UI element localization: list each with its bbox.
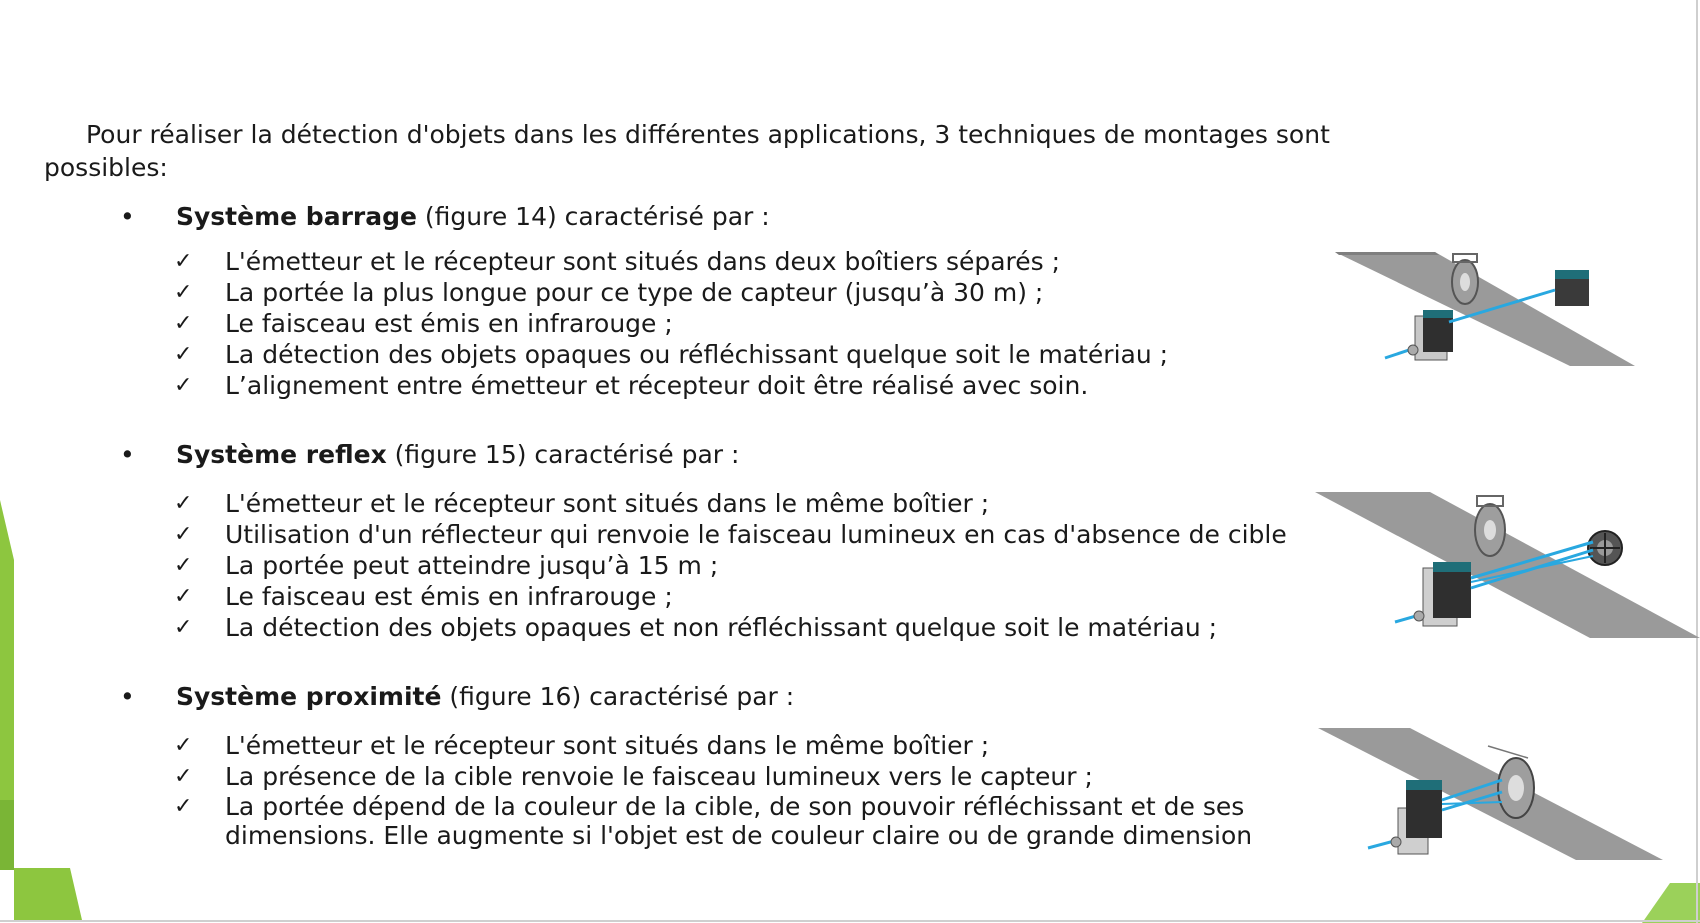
section-title-bold: Système barrage <box>176 202 417 231</box>
list-item: ✓ Utilisation d'un réflecteur qui renvoie le faisceau lumineux en cas d'absence de cible <box>174 520 1287 549</box>
list-item: ✓ L'émetteur et le récepteur sont situés dans deux boîtiers séparés ; <box>174 247 1061 276</box>
list-item: ✓ Le faisceau est émis en infrarouge ; <box>174 582 673 611</box>
check-icon: ✓ <box>174 491 193 516</box>
bullet-icon: • <box>120 440 135 469</box>
check-icon: ✓ <box>174 553 193 578</box>
list-item: ✓ L’alignement entre émetteur et récepteur doit être réalisé avec soin. <box>174 371 1089 400</box>
section-title-rest: (figure 15) caractérisé par : <box>386 440 740 469</box>
check-icon: ✓ <box>174 373 193 398</box>
list-item: ✓ L'émetteur et le récepteur sont situés dans le même boîtier ; <box>174 489 990 518</box>
bullet-icon: • <box>120 682 135 711</box>
bottom-border-line <box>0 920 1700 922</box>
intro-paragraph: Pour réaliser la détection d'objets dans les différentes applications, 3 techniques de montages sont possibles: <box>44 120 1330 182</box>
reflex-feature-list <box>170 488 1287 643</box>
check-icon: ✓ <box>174 615 193 640</box>
check-icon: ✓ <box>174 764 193 789</box>
barrage-feature-list <box>170 246 1168 401</box>
bullet-icon: • <box>120 202 135 231</box>
proximite-feature-list <box>170 730 1285 850</box>
list-item: ✓ La détection des objets opaques et non réfléchissant quelque soit le matériau ; <box>174 613 1218 642</box>
right-border-line <box>1696 0 1698 923</box>
section-title-bold: Système proximité <box>176 682 442 711</box>
check-icon: ✓ <box>174 249 193 274</box>
barrier-sensor-illustration <box>1335 240 1635 370</box>
list-item: ✓ La portée dépend de la couleur de la cible, de son pouvoir réfléchissant et de ses dimensions. Elle augmente si l'objet est de couleur claire ou de grande dimension <box>174 792 1253 850</box>
check-icon: ✓ <box>174 522 193 547</box>
check-icon: ✓ <box>174 733 193 758</box>
green-accent-right-decoration <box>1630 875 1700 923</box>
green-accent-left-decoration <box>0 500 90 923</box>
list-item: ✓ La présence de la cible renvoie le faisceau lumineux vers le capteur ; <box>174 762 1093 791</box>
list-item: ✓ La portée peut atteindre jusqu’à 15 m ; <box>174 551 719 580</box>
section-title-bold: Système reflex <box>176 440 387 469</box>
check-icon: ✓ <box>174 794 193 819</box>
list-item: ✓ La détection des objets opaques ou réfléchissant quelque soit le matériau ; <box>174 340 1169 369</box>
list-item: ✓ Le faisceau est émis en infrarouge ; <box>174 309 673 338</box>
check-icon: ✓ <box>174 311 193 336</box>
check-icon: ✓ <box>174 584 193 609</box>
section-title-rest: (figure 16) caractérisé par : <box>441 682 795 711</box>
list-item: ✓ La portée la plus longue pour ce type de capteur (jusqu’à 30 m) ; <box>174 278 1044 307</box>
section-title-rest: (figure 14) caractérisé par : <box>416 202 770 231</box>
check-icon: ✓ <box>174 280 193 305</box>
list-item: ✓ L'émetteur et le récepteur sont situés dans le même boîtier ; <box>174 731 990 760</box>
proximity-sensor-illustration <box>1318 728 1663 863</box>
check-icon: ✓ <box>174 342 193 367</box>
reflex-sensor-illustration <box>1315 490 1700 640</box>
